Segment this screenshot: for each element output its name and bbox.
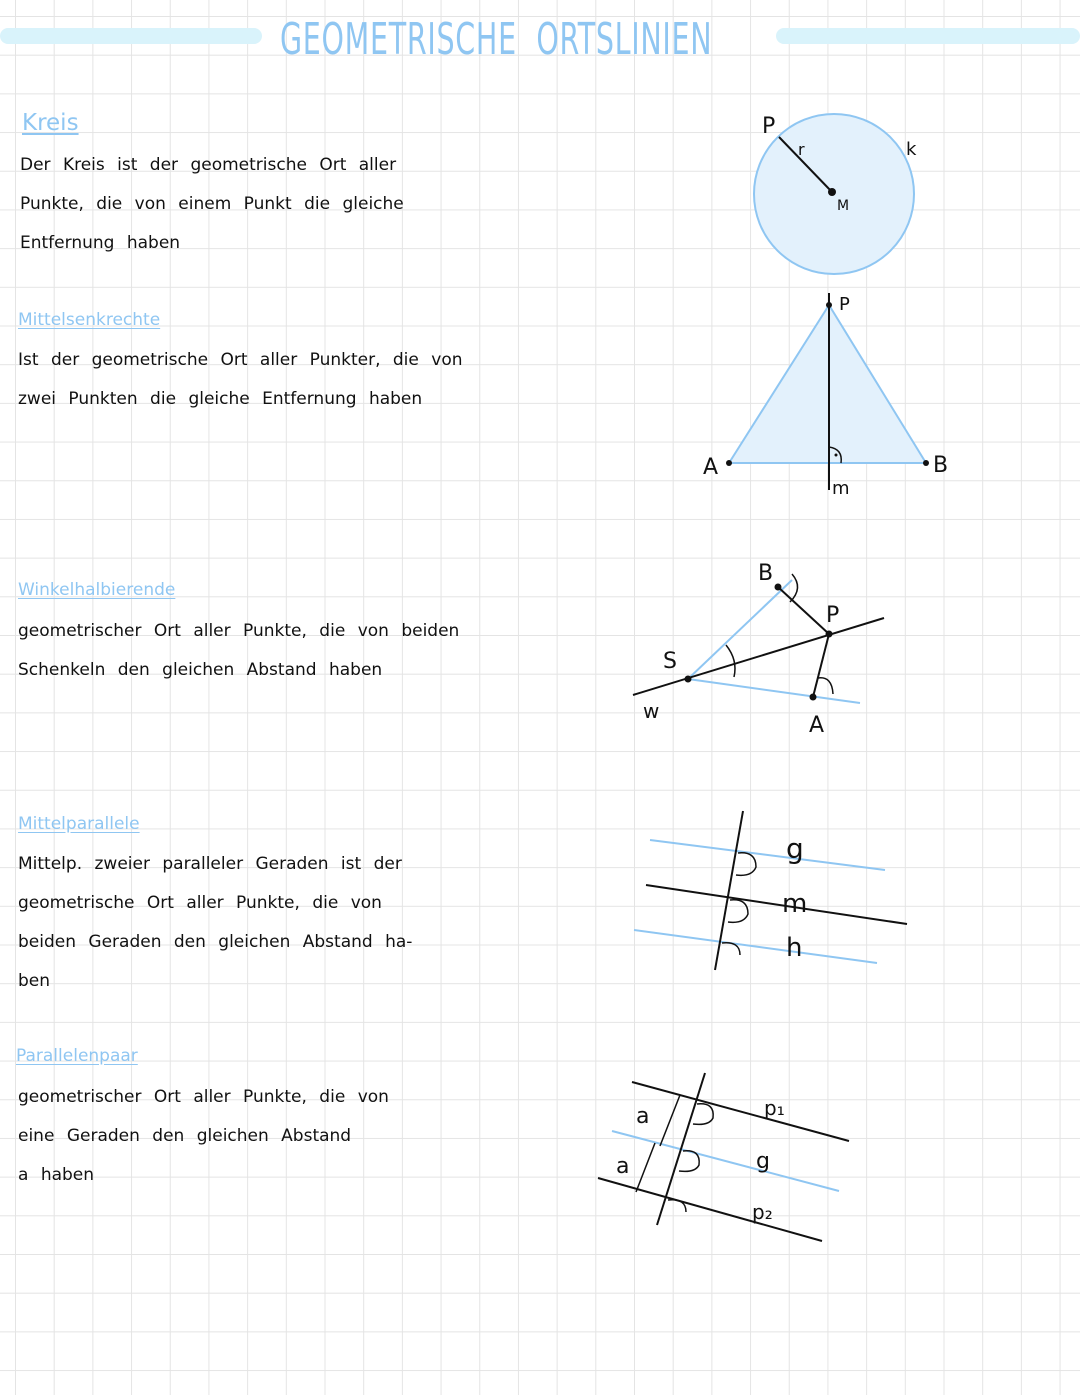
line-g	[650, 840, 885, 870]
text-line: ben	[18, 971, 51, 991]
label-a-upper: a	[636, 1104, 650, 1129]
line-p1	[632, 1082, 849, 1141]
right-angle-mark	[693, 1104, 713, 1125]
label-k: k	[906, 139, 917, 160]
heading-mittelparallele: Mittelparallele	[18, 814, 140, 834]
heading-parallelenpaar: Parallelenpaar	[16, 1046, 138, 1066]
right-angle-mark-A	[818, 678, 833, 694]
distance-a-lower	[636, 1143, 655, 1192]
angle-arc	[726, 645, 735, 677]
angle-dot	[835, 454, 838, 457]
text-line: a haben	[18, 1165, 95, 1185]
text-line: geometrische Ort aller Punkte, die von	[18, 893, 382, 913]
page-title: GEOMETRISCHE ORTSLINIEN	[280, 14, 713, 65]
leg-upper	[688, 580, 792, 679]
label-p2: p₂	[752, 1200, 773, 1224]
perp-A	[813, 634, 829, 697]
point-S	[685, 676, 692, 683]
parallelpair-diagram	[598, 1073, 849, 1241]
label-A: A	[809, 713, 825, 738]
point-A	[810, 694, 817, 701]
heading-kreis: Kreis	[22, 110, 79, 136]
text-line: zwei Punkten die gleiche Entfernung haben	[18, 389, 423, 409]
label-M: M	[837, 198, 850, 214]
label-B: B	[758, 561, 774, 586]
label-m: m	[782, 889, 808, 919]
label-g: g	[756, 1149, 770, 1174]
text-line: geometrischer Ort aller Punkte, die von	[18, 1087, 389, 1107]
text-line: Ist der geometrische Ort aller Punkter, die von	[18, 350, 463, 370]
right-angle-mark	[728, 900, 748, 923]
text-line: geometrischer Ort aller Punkte, die von beiden	[18, 621, 460, 641]
heading-mittelsenkrechte: Mittelsenkrechte	[18, 310, 161, 330]
text-line: eine Geraden den gleichen Abstand	[18, 1126, 352, 1146]
circle-diagram	[754, 114, 917, 274]
line-h	[634, 930, 877, 963]
perpendicular	[715, 811, 743, 970]
point-B	[923, 460, 929, 466]
point-P	[826, 631, 833, 638]
right-angle-mark	[679, 1151, 699, 1172]
perp-B	[778, 587, 829, 634]
label-r: r	[798, 140, 805, 159]
label-P: P	[762, 114, 776, 139]
label-m: m	[832, 478, 850, 499]
point-B	[775, 584, 782, 591]
line-g	[612, 1131, 839, 1191]
line-p2	[598, 1178, 822, 1241]
text-line: Punkte, die von einem Punkt die gleiche	[20, 194, 404, 214]
label-g: g	[786, 832, 804, 865]
text-line: Schenkeln den gleichen Abstand haben	[18, 660, 383, 680]
point-A	[726, 460, 732, 466]
label-p1: p₁	[764, 1096, 785, 1120]
right-angle-mark	[736, 853, 756, 876]
line-m	[646, 885, 907, 924]
text-line: Der Kreis ist der geometrische Ort aller	[20, 155, 397, 175]
label-B: B	[933, 453, 949, 478]
perpendicular-diagram	[703, 293, 948, 499]
label-S: S	[663, 649, 677, 674]
triangle	[729, 305, 926, 463]
midparallel-diagram	[634, 811, 907, 970]
label-P: P	[826, 603, 840, 628]
center-point	[828, 188, 836, 196]
label-h: h	[786, 933, 803, 963]
text-line: beiden Geraden den gleichen Abstand ha-	[18, 932, 413, 952]
heading-winkelhalbierende: Winkelhalbierende	[18, 580, 176, 600]
text-line: Mittelp. zweier paralleler Geraden ist der	[18, 854, 402, 874]
distance-a-upper	[660, 1095, 680, 1146]
label-a-lower: a	[616, 1154, 630, 1179]
label-P: P	[839, 294, 850, 315]
label-A: A	[703, 455, 719, 480]
point-P	[826, 302, 832, 308]
text-line: Entfernung haben	[20, 233, 181, 253]
leg-lower	[688, 679, 860, 703]
bisector-diagram	[633, 561, 884, 738]
label-w: w	[643, 699, 660, 723]
